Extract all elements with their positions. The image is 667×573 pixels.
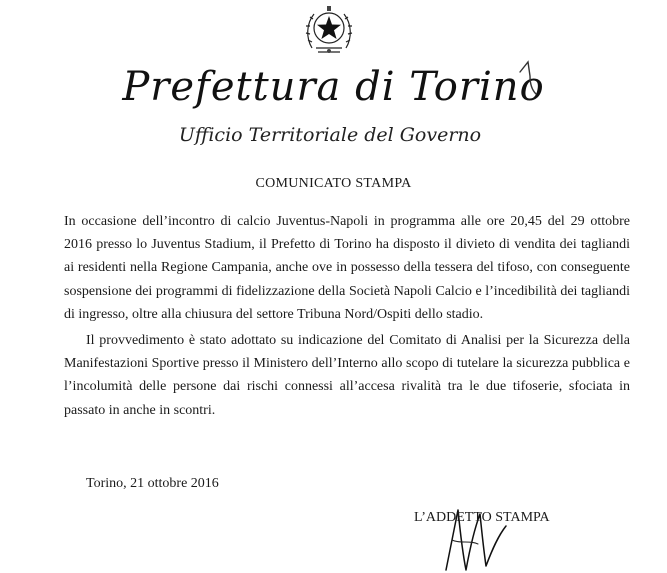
star-emblem-icon — [304, 4, 354, 56]
office-name: Prefettura di Torino — [122, 64, 545, 110]
body-paragraph: In occasione dell’incontro di calcio Juventus-Napoli in programma alle ore 20,45 del 29 ottobre 2016 presso lo Juventus Stadium, il Prefetto di Torino ha disposto il divieto di vendita dei tagliandi ai residenti nella Regione Campania, anche ove in possesso della tessera del tifoso, con conseguente sospensione dei programmi di fidelizzazione della Società Napoli Calcio e l’incedibilità dei tagliandi di ingresso, oltre alla chiusura del settore Tribuna Nord/Ospiti dello stadio. — [64, 214, 630, 322]
press-release-body — [64, 210, 630, 422]
signatory-title: L’ADDETTO STAMPA — [414, 510, 550, 525]
office-subtitle: Ufficio Territoriale del Governo — [178, 124, 482, 146]
place-date: Torino, 21 ottobre 2016 — [86, 476, 219, 491]
handwritten-page-mark — [516, 58, 546, 98]
document-heading: COMUNICATO STAMPA — [255, 176, 412, 191]
body-paragraph: Il provvedimento è stato adottato su indicazione del Comitato di Analisi per la Sicurezza della Manifestazioni Sportive presso il Ministero dell’Interno allo scopo di tutelare la sicurezza pubblica e l’incolumità delle persone dai rischi connessi all’accesa rivalità tra le due tifoserie, sfociata in passato in anche in scontri. — [64, 333, 630, 418]
